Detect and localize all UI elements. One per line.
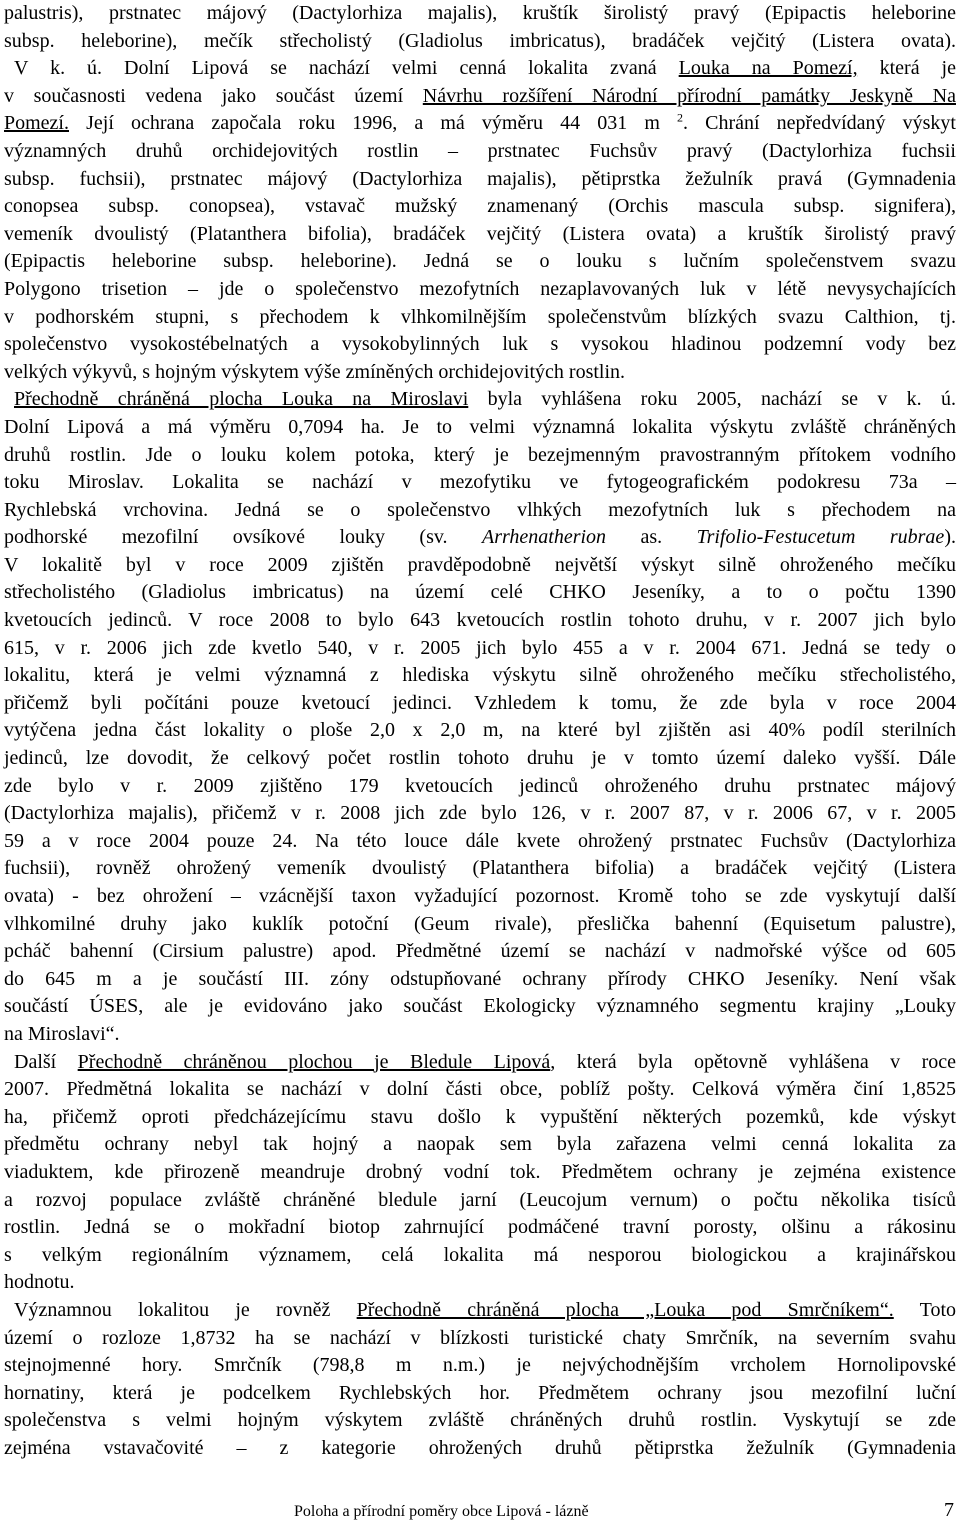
text-line: rostlin. Jedná se o mokřadní biotop zahrnující podmáčené travní porosty, olšinu a rákosinu [4, 1216, 956, 1239]
text-line: hornatiny, která je podcelkem Rychlebských hor. Předmětem ochrany jsou mezofilní luční [4, 1381, 956, 1404]
text-line: 59 a v roce 2004 pouze 24. Na této louce dále kvete ohrožený prstnatec Fuchsův (Dactylorhiza [4, 829, 956, 852]
body-text [4, 0, 956, 1462]
text-line: vemeník dvoulistý (Platanthera bifolia), bradáček vejčitý (Listera ovata) a kruštík širolistý pravý [4, 222, 956, 245]
text-line: a rozvoj populace zvláště chráněné bledule jarní (Leucojum vernum) o počtu několika tisíců [4, 1188, 956, 1211]
footer-title: Poloha a přírodní poměry obce Lipová - lázně [294, 1503, 589, 1520]
text-line: v podhorském stupni, s přechodem k vlhkomilnějším společenstvům blízkých svazu Calthion, tj. [4, 305, 956, 328]
text-line: předmětu ochrany nebyl tak hojný a naopak sem byla zařazena velmi cenná lokalita za [4, 1133, 956, 1156]
text-line: společenstvo vysokostébelnatých a vysokobylinných luk s vysokou hladinou podzemní vody bez [4, 333, 956, 356]
text-line: (Epipactis heleborine subsp. heleborine). Jedná se o louku s lučním společenstvem svazu [4, 250, 956, 273]
text-line: společenstva s velmi hojným výskytem zvláště chráněných druhů rostlin. Vyskytují se zde [4, 1409, 956, 1432]
text-line: ha, přičemž oproti předcházejícímu stavu došlo k vypuštění některých pozemků, kde výskyt [4, 1105, 956, 1128]
text-line: palustris), prstnatec májový (Dactylorhiza majalis), kruštík širolistý pravý (Epipactis heleborine [4, 2, 956, 24]
text-line: Rychlebská vrchovina. Jedná se o společenstvo vlhkých mezofytních luk s přechodem na [4, 498, 956, 521]
text-line: Dolní Lipová a má výměru 0,7094 ha. Je to velmi významná lokalita výskytu zvláště chráněných [4, 415, 956, 438]
text-line: vytýčena jedna část lokality o ploše 2,0 x 2,0 m, na které byl zjištěn asi 40% podíl sterilních [4, 719, 956, 742]
text-line: do 645 m a je součástí III. zóny odstupňované ochrany přírody CHKO Jeseníky. Není však [4, 967, 956, 990]
text-line: (Dactylorhiza majalis), přičemž v r. 2008 jich zde bylo 126, v r. 2007 87, v r. 2006 67, v r. 2005 [4, 802, 956, 825]
text-line: subsp. fuchsii), prstnatec májový (Dactylorhiza majalis), pětiprstka žežulník pravá (Gymnadenia [4, 167, 956, 190]
page-footer [0, 1499, 960, 1523]
text-line: lokalitu, která je velmi významná z hlediska výskytu silně ohroženého mečíku střecholistého, [4, 664, 956, 687]
text-line: zejména vstavačovité – z kategorie ohrožených druhů pětiprstka žežulník (Gymnadenia [4, 1436, 956, 1459]
text-line: významných druhů orchidejovitých rostlin – prstnatec Fuchsův pravý (Dactylorhiza fuchsii [4, 139, 956, 162]
text-line: s velkým regionálním významem, celá lokalita má nesporou biologickou a krajinářskou [4, 1243, 956, 1266]
page-number: 7 [944, 1499, 954, 1521]
text-line: 615, v r. 2006 jich zde kvetlo 540, v r. 2005 jich bylo 455 a v r. 2004 671. Jedná se tedy o [4, 636, 956, 659]
text-line: Přechodně chráněná plocha Louka na Miroslavi byla vyhlášena roku 2005, nachází se v k. ú. [14, 388, 957, 411]
text-line: subsp. heleborine), mečík střecholistý (Gladiolus imbricatus), bradáček vejčitý (Listera ovata). [4, 29, 956, 52]
text-line: přičemž byli počítáni pouze kvetoucí jedinci. Vzhledem k tomu, že zde byla v roce 2004 [4, 691, 956, 714]
text-line: druhů rostlin. Jde o louku kolem potoka, který je bezejmenným pravostranným přítokem vodního [4, 443, 956, 466]
text-line: 2007. Předmětná lokalita se nachází v dolní části obce, poblíž pošty. Celková výměra činí 1,8525 [4, 1078, 956, 1101]
text-line: střecholistého (Gladiolus imbricatus) na území celé CHKO Jeseníky, a to o počtu 1390 [4, 581, 956, 604]
text-line: viaduktem, kde přirozeně meandruje drobný vodní tok. Předmětem ochrany je zejména existence [4, 1160, 956, 1183]
text-line: součástí ÚSES, ale je evidováno jako součást Ekologicky významného segmentu krajiny „Louky [4, 995, 956, 1018]
text-line: území o rozloze 1,8732 ha se nachází v blízkosti turistické chaty Smrčník, na severním svahu [4, 1326, 956, 1349]
text-line: v současnosti vedena jako součást území Návrhu rozšíření Národní přírodní památky Jeskyně Na [4, 84, 956, 107]
text-line: na Miroslavi“. [4, 1022, 120, 1045]
text-line: V k. ú. Dolní Lipová se nachází velmi cenná lokalita zvaná Louka na Pomezí, která je [14, 57, 956, 80]
text-line: velkých výkyvů, s hojným výskytem výše zmíněných orchidejovitých rostlin. [4, 360, 626, 383]
text-line: pcháč bahenní (Cirsium palustre) apod. Předmětné území se nachází v nadmořské výšce od 605 [4, 940, 956, 963]
text-line: podhorské mezofilní ovsíkové louky (sv. Arrhenatherion as. Trifolio-Festucetum rubrae). [4, 526, 956, 549]
text-line: zde bylo v r. 2009 zjištěno 179 kvetoucích jedinců ohroženého druhu prstnatec májový [4, 774, 956, 797]
text-line: toku Miroslav. Lokalita se nachází v mezofytiku ve fytogeografickém podokresu 73a – [4, 471, 956, 494]
text-line: kvetoucích jedinců. V roce 2008 to bylo 643 kvetoucích rostlin tohoto druhu, v r. 2007 jich bylo [4, 609, 956, 632]
text-line: hodnotu. [4, 1271, 75, 1294]
text-line: Další Přechodně chráněnou plochou je Bledule Lipová, která byla opětovně vyhlášena v roce [14, 1050, 956, 1073]
text-line: V lokalitě byl v roce 2009 zjištěn pravděpodobně největší výskyt silně ohroženého mečíku [4, 553, 956, 576]
text-line: ovata) - bez ohrožení – vzácnější taxon vyžadující pozornost. Kromě toho se zde vyskytují další [4, 885, 956, 907]
text-line: vlhkomilné druhy jako kuklík potoční (Geum rivale), přeslička bahenní (Equisetum palustre), [4, 912, 956, 935]
text-line: fuchsii), rovněž ohrožený vemeník dvoulistý (Platanthera bifolia) a bradáček vejčitý (Listera [4, 857, 956, 880]
text-line: Pomezí. Její ochrana započala roku 1996, a má výměru 44 031 m $^2$. Chrání nepředvídaný výskyt [4, 110, 956, 135]
text-line: stejnojmenné hory. Smrčník (798,8 m n.m.) je nejvýchodnějším vrcholem Hornolipovské [4, 1354, 956, 1377]
text-line: Významnou lokalitou je rovněž Přechodně chráněná plocha „Louka pod Smrčníkem“. Toto [14, 1298, 956, 1321]
text-line: conopsea subsp. conopsea), vstavač mužský znamenaný (Orchis mascula subsp. signifera), [4, 195, 956, 218]
text-line: Polygono trisetion – jde o společenstvo mezofytních nezaplavovaných luk v létě nevysychajících [4, 277, 956, 300]
text-line: jedinců, lze dovodit, že celkový počet rostlin tohoto druhu je v tomto území daleko vyšší. Dále [4, 747, 956, 770]
